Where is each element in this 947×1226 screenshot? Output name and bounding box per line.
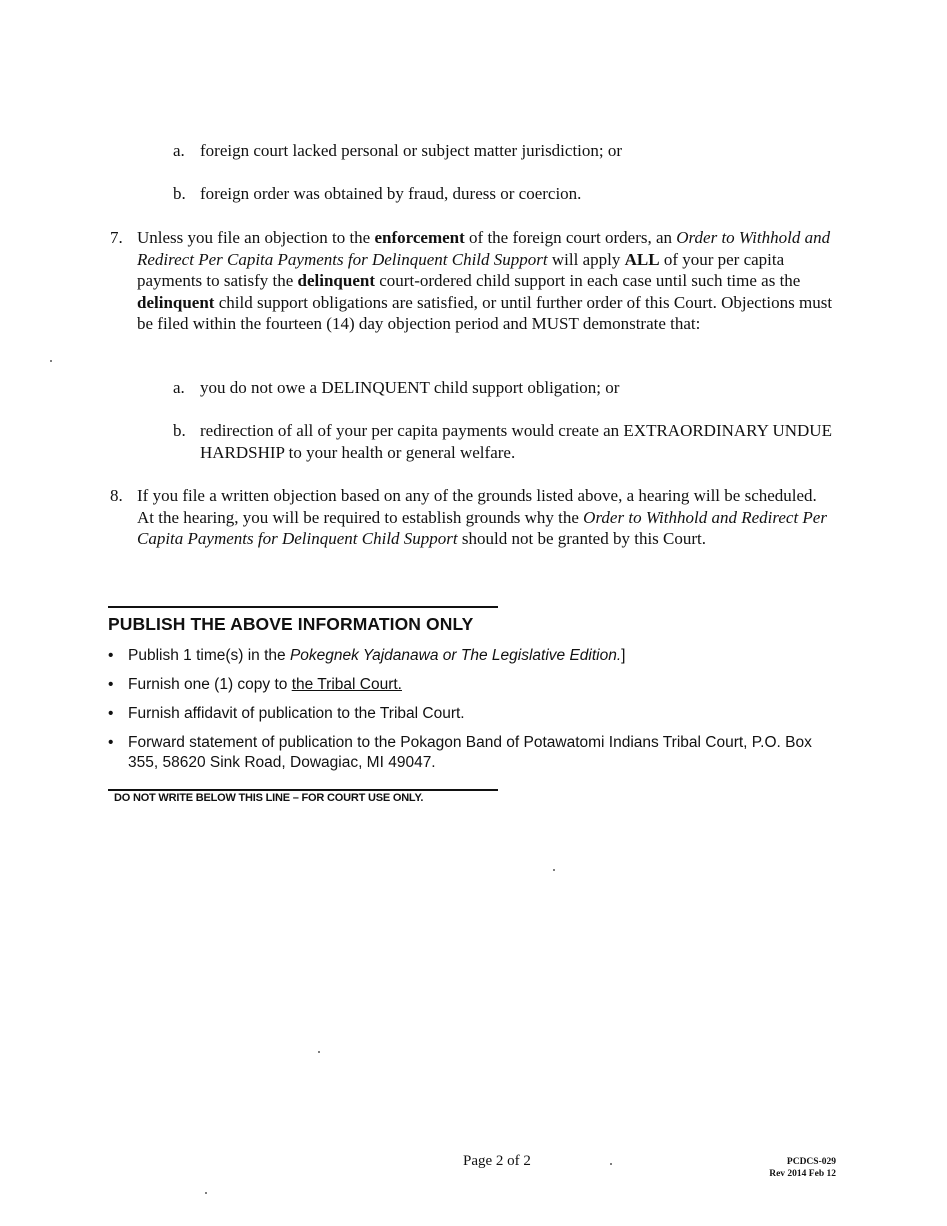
item-paragraph: If you file a written objection based on any of the grounds listed above, a hearing will be scheduled. At the hearing, you will be required to establish grounds why the Order to Withhold and Redirect Per Capita Payments for Delinquent Child Support should not be granted by this Court. (137, 486, 827, 548)
court-use-rule (108, 789, 498, 791)
bullet-text: Furnish affidavit of publication to the Tribal Court. (128, 705, 465, 722)
scan-speck (50, 360, 52, 362)
bullet-icon: • (108, 705, 114, 722)
sub-item-text: redirection of all of your per capita payments would create an EXTRAORDINARY UNDUE HARDSHIP to your health or general welfare. (200, 421, 832, 462)
sub-item-label: a. (173, 378, 185, 397)
court-use-note: DO NOT WRITE BELOW THIS LINE – FOR COURT USE ONLY. (114, 792, 424, 804)
sub-item-label: b. (173, 184, 186, 203)
form-revision: Rev 2014 Feb 12 (769, 1169, 836, 1179)
item-number: 7. (110, 228, 123, 247)
bullet-icon: • (108, 734, 114, 751)
publish-top-rule (108, 606, 498, 608)
scan-speck (318, 1051, 320, 1053)
bullet-icon: • (108, 647, 114, 664)
item-number: 8. (110, 486, 123, 505)
bullet-text: Furnish one (1) copy to the Tribal Court. (128, 676, 402, 693)
sub-item-label: a. (173, 141, 185, 160)
form-code (760, 1156, 836, 1180)
sub-item-label: b. (173, 421, 186, 440)
page-number: Page 2 of 2 (463, 1153, 531, 1169)
scan-speck (553, 869, 555, 871)
sub-item-text: foreign order was obtained by fraud, duress or coercion. (200, 184, 582, 203)
bullet-text: Forward statement of publication to the Pokagon Band of Potawatomi Indians Tribal Court, P.O. Box 355, 58620 Sink Road, Dowagiac, MI 49047. (128, 734, 812, 771)
sub-item-text: you do not owe a DELINQUENT child support obligation; or (200, 378, 620, 397)
item-paragraph: Unless you file an objection to the enforcement of the foreign court orders, an Order to Withhold and Redirect Per Capita Payments for Delinquent Child Support will apply ALL of your per capita payments to satisfy the delinquent court-ordered child support in each case until such time as the delinquent child support obligations are satisfied, or until further order of this Court. Objections must be filed within the fourteen (14) day objection period and MUST demonstrate that: (137, 228, 833, 333)
form-code-id: PCDCS-029 (786, 1157, 836, 1167)
publish-heading: PUBLISH THE ABOVE INFORMATION ONLY (108, 614, 474, 634)
scan-speck (610, 1163, 612, 1165)
scan-speck (205, 1192, 207, 1194)
bullet-text: Publish 1 time(s) in the Pokegnek Yajdanawa or The Legislative Edition.] (128, 647, 626, 664)
sub-item-text: foreign court lacked personal or subject matter jurisdiction; or (200, 141, 623, 160)
bullet-icon: • (108, 676, 114, 693)
